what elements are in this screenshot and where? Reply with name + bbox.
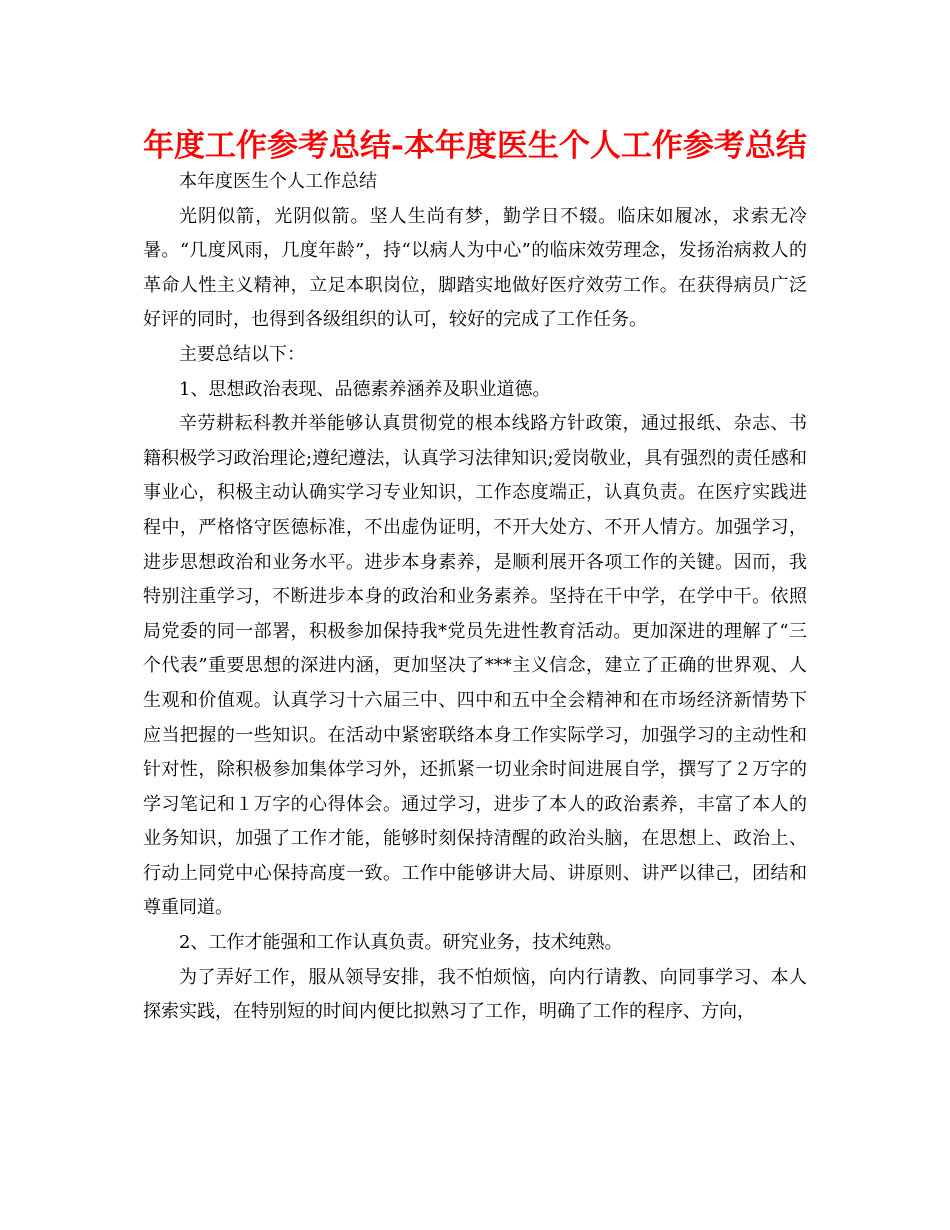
- paragraph-section-2-heading: 2、工作才能强和工作认真负责。研究业务，技术纯熟。: [179, 932, 623, 954]
- paragraph-section-2-body: 为了弄好工作，服从领导安排，我不怕烦恼，向内行请教、向同事学习、本人探索实践，在特别短的时间内便比拟熟习了工作，明确了工作的程序、方向，: [143, 966, 807, 1023]
- paragraph-intro: 光阴似箭，光阴似箭。坚人生尚有梦，勤学日不辍。临床如履冰，求索无冷暑。“几度风雨，几度年龄”，持“以病人为中心”的临床效劳理念，发扬治病救人的革命人性主义精神，立足本职岗位，脚踏实地做好医疗效劳工作。在获得病员广泛好评的同时，也得到各级组织的认可，较好的完成了工作任务。: [143, 205, 807, 331]
- paragraph-section-1-body: 辛劳耕耘科教并举能够认真贯彻党的根本线路方针政策，通过报纸、杂志、书籍积极学习政治理论;遵纪遵法，认真学习法律知识;爱岗敬业，具有强烈的责任感和事业心，积极主动认确实学习专业知识，工作态度端正，认真负责。在医疗实践进程中，严格恪守医德标准，不出虚伪证明，不开大处方、不开人情方。加强学习，进步思想政治和业务水平。进步本身素养，是顺利展开各项工作的关键。因而，我特别注重学习，不断进步本身的政治和业务素养。坚持在干中学，在学中干。依照局党委的同一部署，积极参加保持我*党员先进性教育活动。更加深进的理解了“三个代表”重要思想的深进内涵，更加坚决了***主义信念，建立了正确的世界观、人生观和价值观。认真学习十六届三中、四中和五中全会精神和在市场经济新情势下应当把握的一些知识。在活动中紧密联络本身工作实际学习，加强学习的主动性和针对性，除积极参加集体学习外，还抓紧一切业余时间进展自学，撰写了２万字的学习笔记和１万字的心得体会。通过学习，进步了本人的政治素养，丰富了本人的业务知识，加强了工作才能，能够时刻保持清醒的政治头脑，在思想上、政治上、行动上同党中心保持高度一致。工作中能够讲大局、讲原则、讲严以律己，团结和尊重同道。: [143, 413, 807, 919]
- document-body: [143, 165, 807, 1030]
- paragraph-summary-heading: 主要总结以下：: [179, 343, 305, 365]
- paragraph-section-1-heading: 1、思想政治表现、品德素养涵养及职业道德。: [179, 378, 551, 400]
- document-title: 年度工作参考总结-本年度医生个人工作参考总结: [143, 128, 807, 164]
- paragraph-subtitle: 本年度医生个人工作总结: [179, 171, 377, 192]
